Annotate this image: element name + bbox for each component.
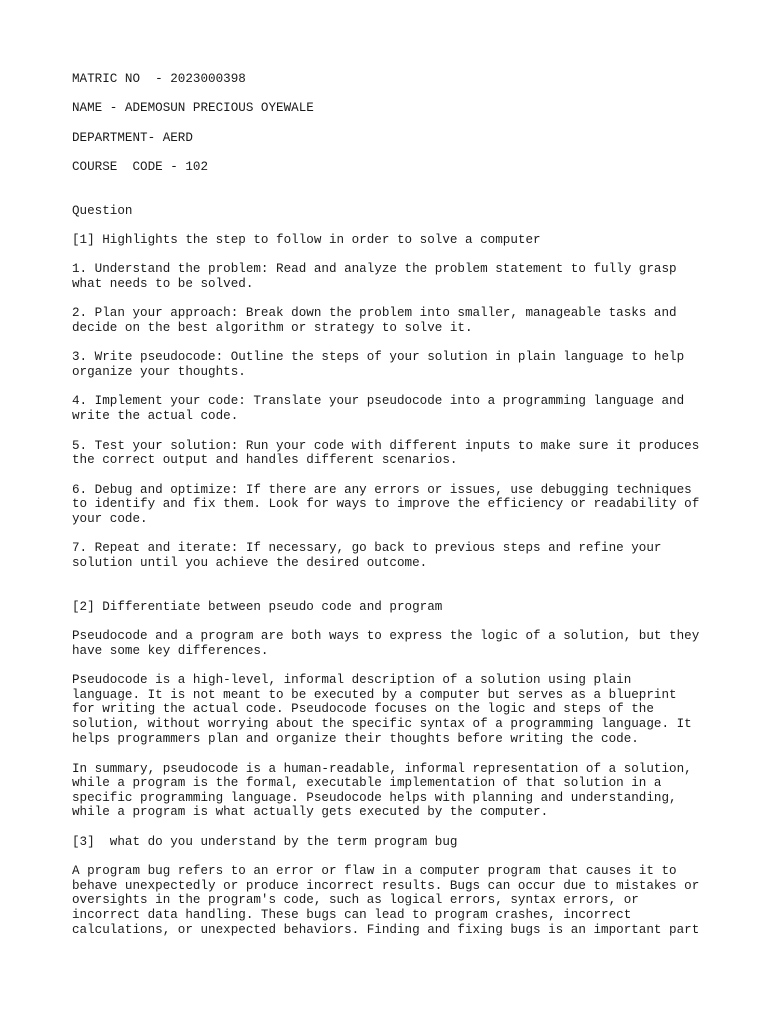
step-6-line-2: to identify and fix them. Look for ways to improve the efficiency or readability of <box>72 497 700 511</box>
step-3-line-2: organize your thoughts. <box>72 365 246 379</box>
q2-para-3-line-4: while a program is what actually gets executed by the computer. <box>72 805 549 819</box>
q2-para-2-line-1: Pseudocode is a high-level, informal description of a solution using plain <box>72 673 632 687</box>
q3-para-1-line-1: A program bug refers to an error or flaw in a computer program that causes it to <box>72 864 677 878</box>
q2-para-2-line-2: language. It is not meant to be executed by a computer but serves as a blueprint <box>72 688 677 702</box>
q2-para-3-line-3: specific programming language. Pseudocode helps with planning and understanding, <box>72 791 677 805</box>
q3-para-1-line-3: oversights in the program's code, such as logical errors, syntax errors, or <box>72 893 639 907</box>
q3-para-1-line-4: incorrect data handling. These bugs can lead to program crashes, incorrect <box>72 908 632 922</box>
step-4-line-1: 4. Implement your code: Translate your pseudocode into a programming language and <box>72 394 685 408</box>
step-5-line-1: 5. Test your solution: Run your code with different inputs to make sure it produces <box>72 439 700 453</box>
question-label: Question <box>72 204 133 218</box>
step-1-line-2: what needs to be solved. <box>72 277 254 291</box>
question-1-heading: [1] Highlights the step to follow in order to solve a computer <box>72 233 541 247</box>
step-7-line-1: 7. Repeat and iterate: If necessary, go back to previous steps and refine your <box>72 541 662 555</box>
q3-para-1-line-5: calculations, or unexpected behaviors. Finding and fixing bugs is an important part <box>72 923 700 937</box>
matric-number: MATRIC NO - 2023000398 <box>72 72 246 86</box>
q2-para-3-line-2: while a program is the formal, executable implementation of that solution in a <box>72 776 662 790</box>
step-1-line-1: 1. Understand the problem: Read and analyze the problem statement to fully grasp <box>72 262 677 276</box>
course-code: COURSE CODE - 102 <box>72 160 209 174</box>
q2-para-2-line-5: helps programmers plan and organize their thoughts before writing the code. <box>72 732 639 746</box>
step-3-line-1: 3. Write pseudocode: Outline the steps of your solution in plain language to help <box>72 350 685 364</box>
question-2-heading: [2] Differentiate between pseudo code and program <box>72 600 443 614</box>
department: DEPARTMENT- AERD <box>72 131 193 145</box>
q2-para-2-line-3: for writing the actual code. Pseudocode focuses on the logic and steps of the <box>72 702 654 716</box>
step-6-line-1: 6. Debug and optimize: If there are any errors or issues, use debugging techniques <box>72 483 692 497</box>
q2-para-2-line-4: solution, without worrying about the specific syntax of a programming language. It <box>72 717 692 731</box>
q2-para-3-line-1: In summary, pseudocode is a human-readable, informal representation of a solution, <box>72 762 692 776</box>
step-4-line-2: write the actual code. <box>72 409 239 423</box>
q2-para-1-line-2: have some key differences. <box>72 644 269 658</box>
step-2-line-2: decide on the best algorithm or strategy to solve it. <box>72 321 473 335</box>
step-6-line-3: your code. <box>72 512 148 526</box>
student-name: NAME - ADEMOSUN PRECIOUS OYEWALE <box>72 101 314 115</box>
step-5-line-2: the correct output and handles different scenarios. <box>72 453 458 467</box>
step-2-line-1: 2. Plan your approach: Break down the problem into smaller, manageable tasks and <box>72 306 677 320</box>
question-3-heading: [3] what do you understand by the term program bug <box>72 835 458 849</box>
q2-para-1-line-1: Pseudocode and a program are both ways to express the logic of a solution, but they <box>72 629 700 643</box>
step-7-line-2: solution until you achieve the desired outcome. <box>72 556 428 570</box>
q3-para-1-line-2: behave unexpectedly or produce incorrect results. Bugs can occur due to mistakes or <box>72 879 700 893</box>
